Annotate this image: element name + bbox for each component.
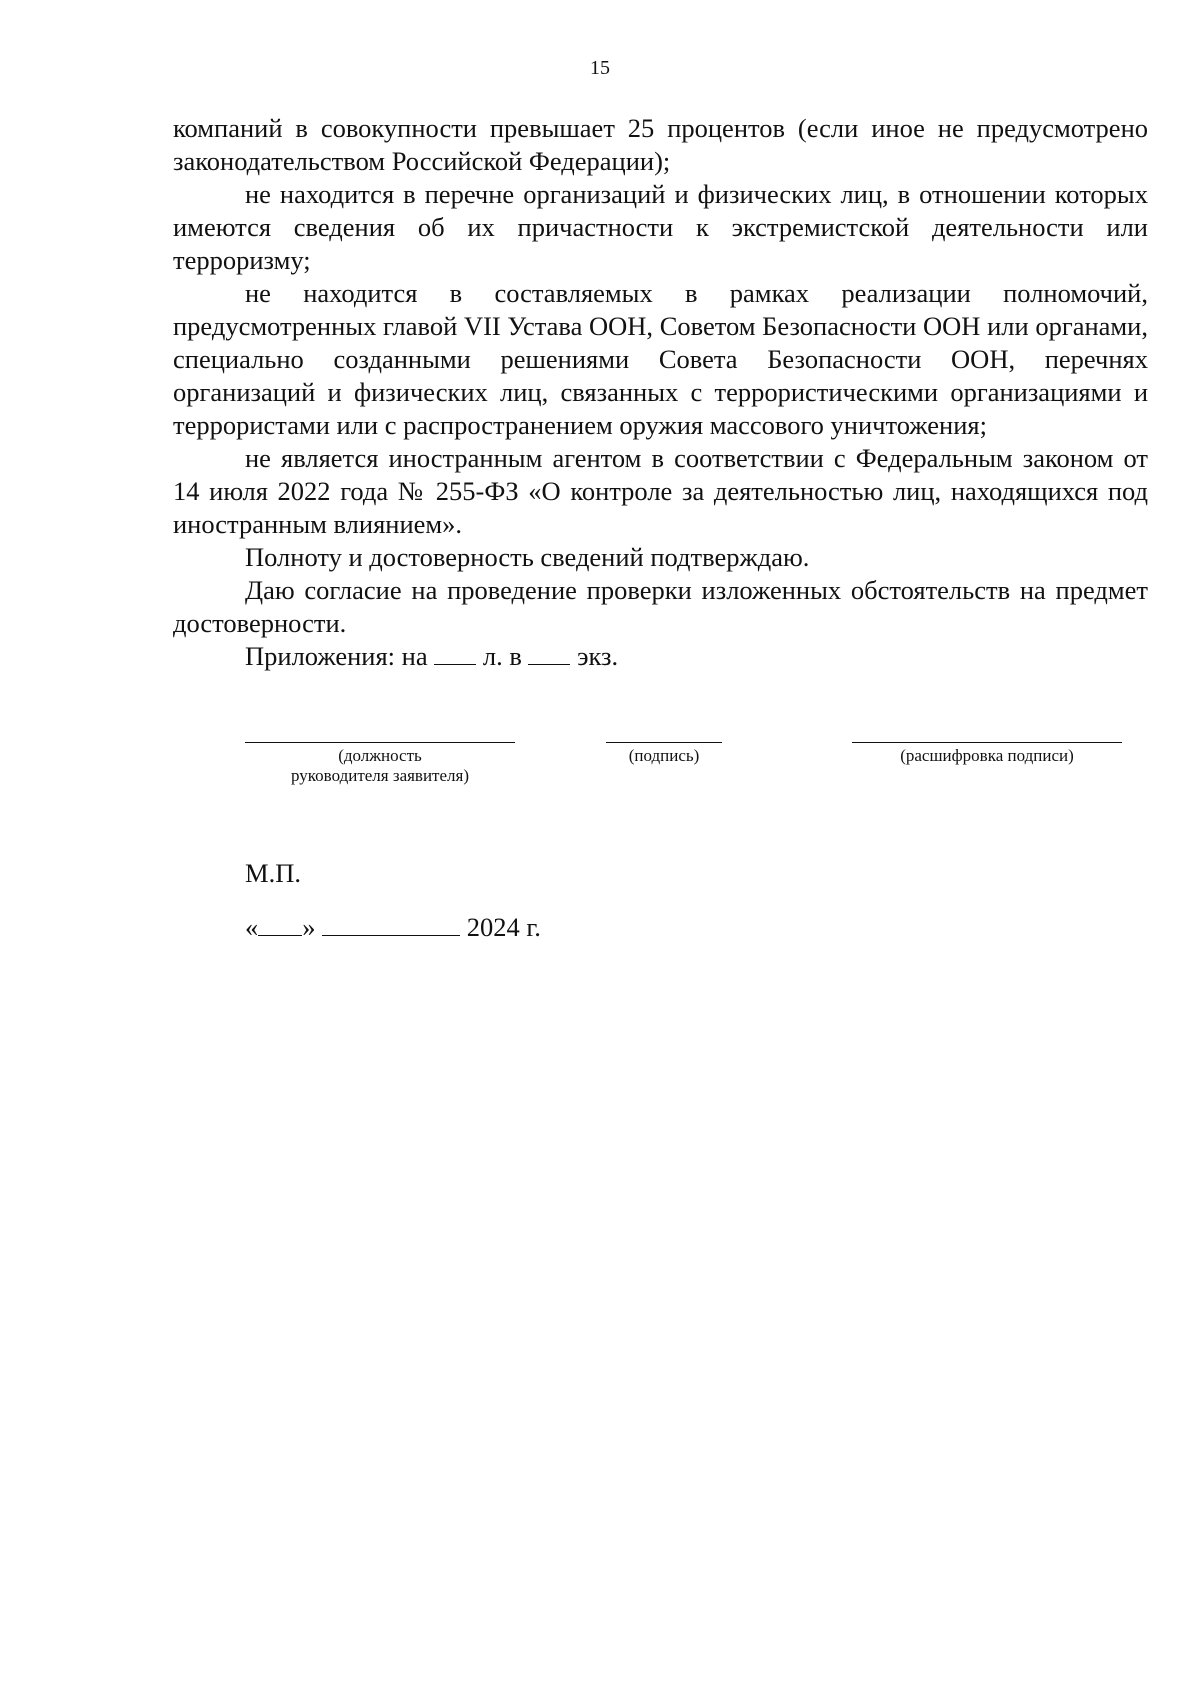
paragraph-foreign-agent: не является иностранным агентом в соответствии с Федеральным законом от 14 июля 2022 года № 255-ФЗ «О контроле за деятельностью лиц, находящихся под иностранным влиянием».	[173, 443, 1148, 539]
signature-caption: (подпись)	[628, 746, 700, 765]
page-number: 15	[590, 57, 610, 79]
paragraph-extremism-list: не находится в перечне организаций и физических лиц, в отношении которых имеются сведения об их причастности к экстремистской деятельности или терроризму;	[173, 179, 1148, 275]
decoding-caption: (расшифровка подписи)	[900, 746, 1074, 765]
position-caption	[240, 746, 520, 786]
paragraph-un-sanctions-list: не находится в составляемых в рамках реализации полномочий, предусмотренных главой VII Устава ООН, Советом Безопасности ООН или органами, специально созданными решениями Совета Безопасности ООН, перечнях организаций и физических лиц, связанных с террористическими организациями и террористами или с распространением оружия массового уничтожения;	[173, 278, 1148, 440]
signature-line	[606, 742, 722, 743]
attachments-prefix: Приложения: на	[245, 641, 428, 671]
attachments-suffix: экз.	[577, 641, 619, 671]
paragraph-confirmation: Полноту и достоверность сведений подтверждаю.	[245, 542, 810, 572]
copies-count-blank	[528, 642, 570, 665]
stamp-label: М.П.	[245, 858, 301, 888]
date-open-quote: «	[245, 912, 259, 942]
day-blank	[258, 913, 302, 936]
position-caption-line2: руководителя заявителя)	[290, 766, 469, 785]
attachments-middle: л. в	[482, 641, 522, 671]
attachments-line	[173, 640, 1148, 673]
position-caption-line1: (должность	[338, 746, 422, 765]
month-blank	[322, 913, 460, 936]
paragraph-companies-share: компаний в совокупности превышает 25 процентов (если иное не предусмотрено законодательством Российской Федерации);	[173, 113, 1148, 176]
document-body	[173, 112, 1148, 673]
paragraph-consent: Даю согласие на проведение проверки изложенных обстоятельств на предмет достоверности.	[173, 575, 1148, 638]
date-line	[245, 911, 541, 944]
signature-decoding-line	[852, 742, 1122, 743]
date-year: 2024 г.	[466, 912, 541, 942]
position-signature-line	[245, 742, 515, 743]
sheets-count-blank	[434, 642, 476, 665]
date-close-quote: »	[302, 912, 316, 942]
